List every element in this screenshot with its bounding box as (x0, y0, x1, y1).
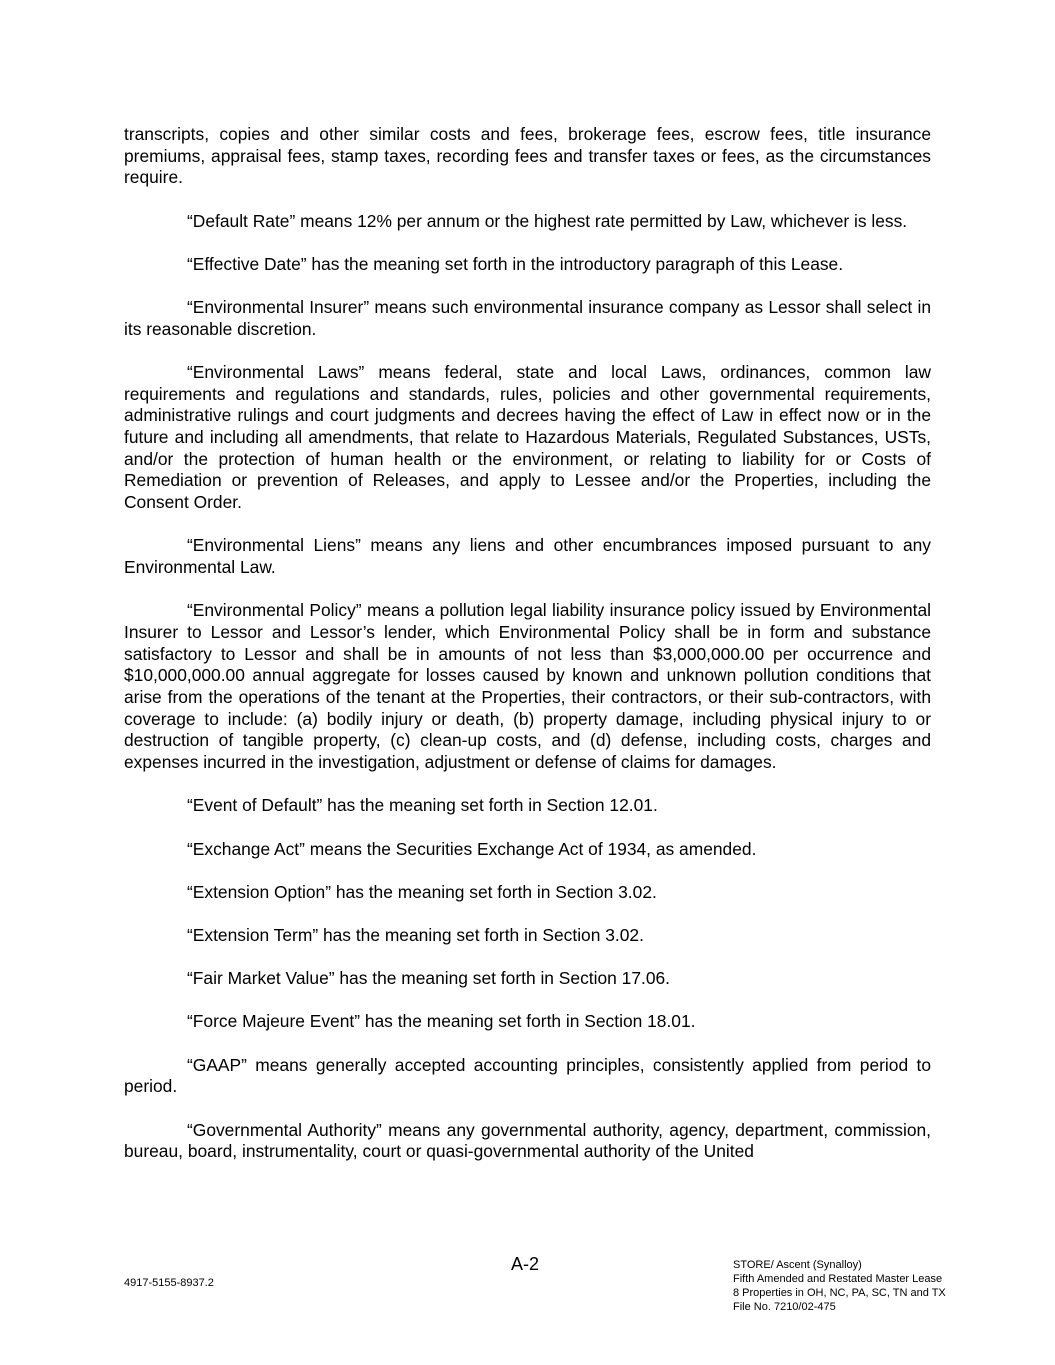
footer-line-parties: STORE/ Ascent (Synalloy) (733, 1259, 862, 1271)
definition-extension-term: “Extension Term” has the meaning set forth in Section 3.02. (187, 924, 644, 945)
definition-gaap: “GAAP” means generally accepted accounting principles, consistently applied from period to period. (124, 1054, 931, 1097)
document-id: 4917-5155-8937.2 (124, 1277, 214, 1289)
definition-environmental-liens: “Environmental Liens” means any liens and other encumbrances imposed pursuant to any Environmental Law. (124, 535, 931, 578)
definition-event-of-default: “Event of Default” has the meaning set forth in Section 12.01. (187, 795, 658, 816)
paragraph-continuation: transcripts, copies and other similar costs and fees, brokerage fees, escrow fees, title insurance premiums, appraisal fees, stamp taxes, recording fees and transfer taxes or fees, as the circumstances require. (124, 124, 931, 188)
footer-line-file-number: File No. 7210/02-475 (733, 1301, 836, 1313)
footer-line-document-title: Fifth Amended and Restated Master Lease (733, 1273, 943, 1285)
footer-line-properties: 8 Properties in OH, NC, PA, SC, TN and TX (733, 1287, 946, 1299)
definition-environmental-laws: “Environmental Laws” means federal, state and local Laws, ordinances, common law requirements and regulations and standards, rules, policies and other governmental requirements, administrative rulings and court judgments and decrees having the effect of Law in effect now or in the future and including all amendments, that relate to Hazardous Materials, Regulated Substances, USTs, and/or the protection of human health or the environment, or relating to liability for or Costs of Remediation or prevention of Releases, and apply to Lessee and/or the Properties, including the Consent Order. (124, 361, 931, 513)
definition-environmental-insurer: “Environmental Insurer” means such environmental insurance company as Lessor shall select in its reasonable discretion. (124, 297, 931, 339)
definition-default-rate: “Default Rate” means 12% per annum or the highest rate permitted by Law, whichever is less. (187, 210, 908, 231)
definition-extension-option: “Extension Option” has the meaning set forth in Section 3.02. (187, 881, 657, 902)
definition-environmental-policy: “Environmental Policy” means a pollution legal liability insurance policy issued by Environmental Insurer to Lessor and Lessor’s lender, which Environmental Policy shall be in form and substance satisfactory to Lessor and shall be in amounts of not less than $3,000,000.00 per occurrence and $10,000,000.00 annual aggregate for losses caused by known and unknown pollution conditions that arise from the operations of the tenant at the Properties, their contractors, or their sub-contractors, with coverage to include: (a) bodily injury or death, (b) property damage, including physical injury to or destruction of tangible property, (c) clean-up costs, and (d) defense, including costs, charges and expenses incurred in the investigation, adjustment or defense of claims for damages. (124, 600, 931, 773)
definition-exchange-act: “Exchange Act” means the Securities Exchange Act of 1934, as amended. (187, 838, 757, 859)
definition-force-majeure-event: “Force Majeure Event” has the meaning set forth in Section 18.01. (187, 1011, 696, 1032)
document-body (124, 124, 931, 1184)
definition-effective-date: “Effective Date” has the meaning set forth in the introductory paragraph of this Lease. (187, 253, 844, 274)
footer-lease-info (733, 1258, 946, 1314)
page-number: A-2 (511, 1254, 540, 1274)
definition-fair-market-value: “Fair Market Value” has the meaning set forth in Section 17.06. (187, 968, 670, 989)
definition-governmental-authority: “Governmental Authority” means any governmental authority, agency, department, commission, bureau, board, instrumentality, court or quasi-governmental authority of the United (124, 1119, 931, 1162)
